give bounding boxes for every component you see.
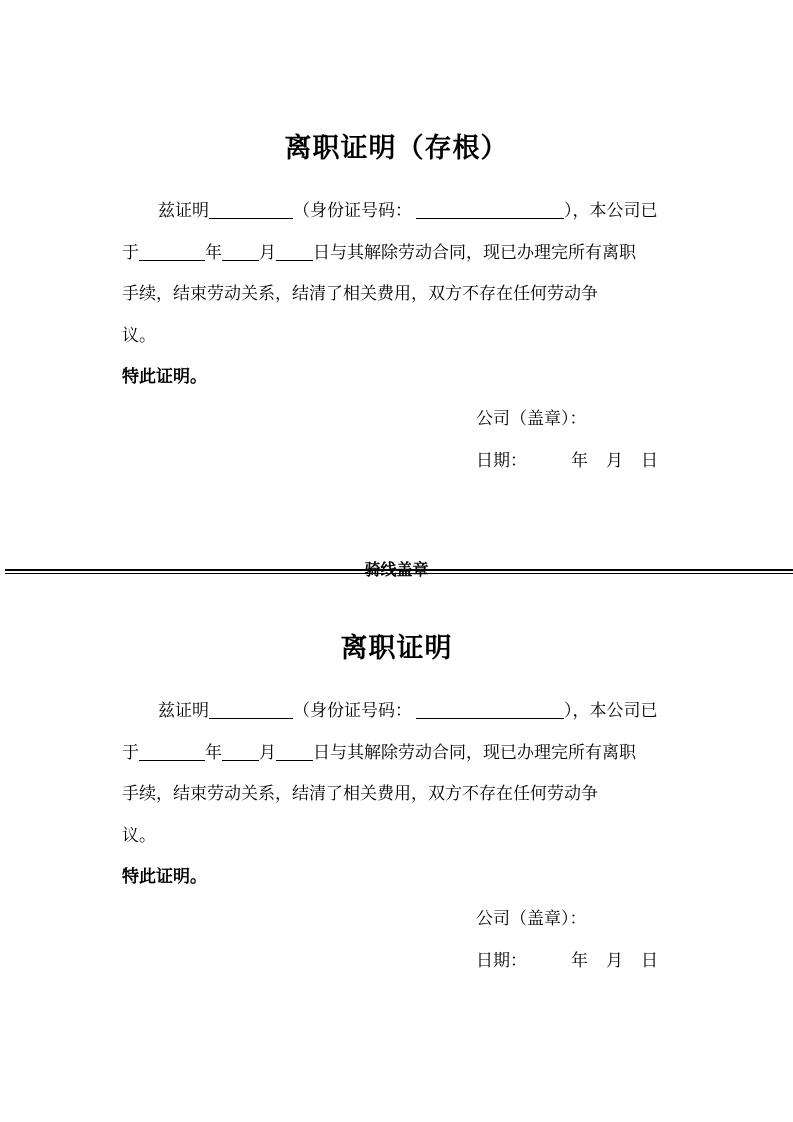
- main-line-3: 手续，结束劳动关系，结清了相关费用，双方不存在任何劳动争: [122, 784, 598, 804]
- stub-text-on: 于: [122, 242, 139, 263]
- main-date-day: 日: [641, 951, 658, 971]
- stub-sign-area: [476, 398, 658, 482]
- stub-day-blank[interactable]: [276, 242, 313, 261]
- stub-line-2: [122, 233, 682, 275]
- main-date-label: 日期：: [476, 951, 527, 971]
- stub-date-month: 月: [606, 451, 623, 471]
- main-text-certify-prefix: 兹证明: [158, 701, 209, 721]
- stub-title: 离职证明（存根）: [284, 133, 509, 164]
- stub-year-label: 年: [205, 242, 222, 263]
- stub-text-terminate: 日与其解除劳动合同，现已办理完所有离职: [313, 242, 636, 263]
- main-name-blank[interactable]: [209, 700, 293, 719]
- main-certify: 特此证明。: [122, 867, 207, 887]
- main-line-4: 议。: [122, 825, 156, 846]
- main-year-blank[interactable]: [139, 742, 205, 761]
- stub-line-4: 议。: [122, 325, 156, 346]
- stub-name-blank[interactable]: [209, 200, 293, 219]
- main-year-label: 年: [205, 742, 222, 763]
- main-text-company-suffix: ），本公司已: [564, 701, 658, 721]
- main-title: 离职证明: [340, 633, 453, 664]
- stub-date-label: 日期：: [476, 451, 527, 471]
- stub-date-year: 年: [571, 451, 588, 471]
- main-company-seal-label: 公司（盖章）：: [476, 909, 587, 929]
- main-text-terminate: 日与其解除劳动合同，现已办理完所有离职: [313, 742, 636, 763]
- stub-month-label: 月: [259, 242, 276, 263]
- main-id-blank[interactable]: [416, 700, 564, 719]
- stub-id-blank[interactable]: [416, 200, 564, 219]
- stub-text-company-suffix: ），本公司已: [564, 201, 658, 221]
- stub-date-day: 日: [641, 451, 658, 471]
- stub-month-blank[interactable]: [222, 242, 259, 261]
- seam-seal-label: [0, 559, 793, 581]
- main-text-on: 于: [122, 742, 139, 763]
- main-line-2: [122, 733, 682, 775]
- stub-body: [122, 191, 682, 399]
- main-month-label: 月: [259, 742, 276, 763]
- main-date-year: 年: [571, 951, 588, 971]
- stub-company-seal-label: 公司（盖章）：: [476, 409, 587, 429]
- stub-year-blank[interactable]: [139, 242, 205, 261]
- main-date-row: [476, 940, 658, 982]
- main-body: [122, 691, 682, 899]
- main-date-month: 月: [606, 951, 623, 971]
- main-day-blank[interactable]: [276, 742, 313, 761]
- main-id-label: （身份证号码：: [293, 701, 412, 721]
- seam-seal-text: 骑线盖章: [364, 560, 429, 579]
- stub-certify: 特此证明。: [122, 367, 207, 387]
- main-line-1: [122, 691, 682, 733]
- stub-line-3: 手续，结束劳动关系，结清了相关费用，双方不存在任何劳动争: [122, 284, 598, 304]
- stub-id-label: （身份证号码：: [293, 201, 412, 221]
- main-month-blank[interactable]: [222, 742, 259, 761]
- stub-line-1: [122, 191, 682, 233]
- stub-text-certify-prefix: 兹证明: [158, 201, 209, 221]
- stub-date-row: [476, 440, 658, 482]
- main-sign-area: [476, 898, 658, 982]
